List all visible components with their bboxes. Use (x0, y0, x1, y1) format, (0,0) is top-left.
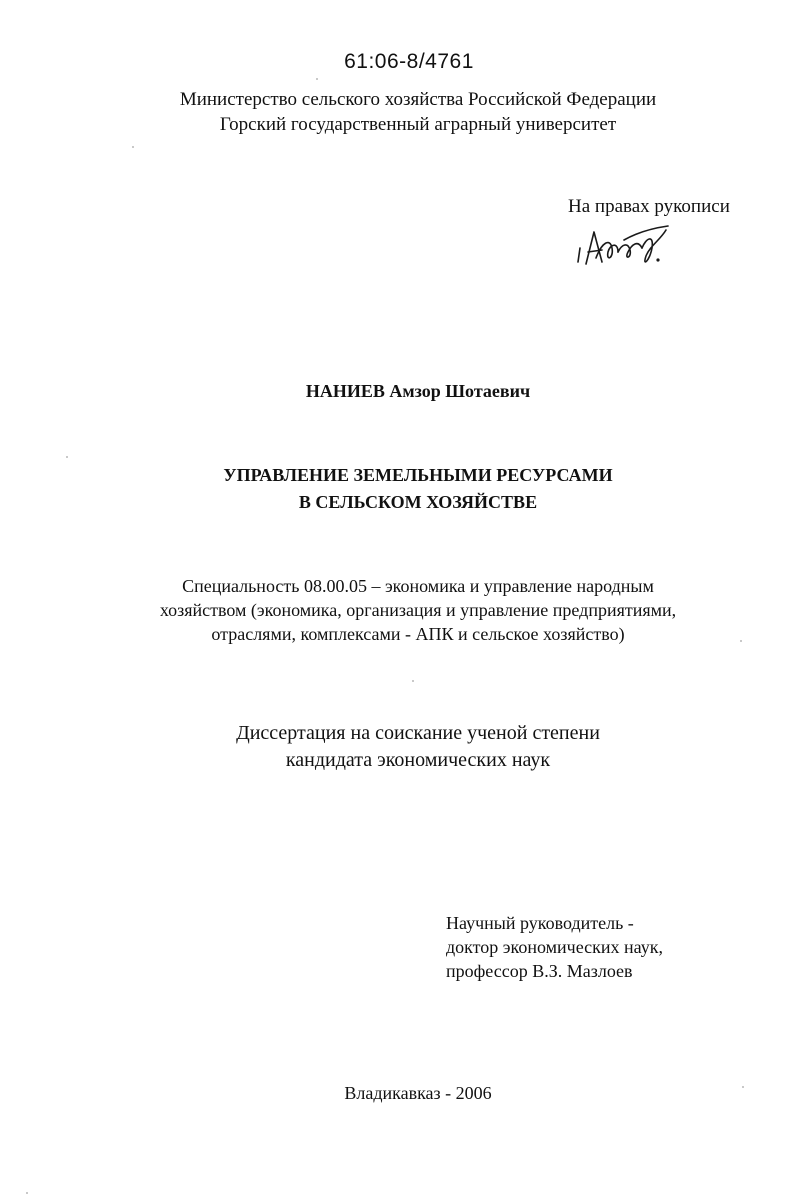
manuscript-rights-notice: На правах рукописи (568, 196, 730, 217)
advisor-line-1: Научный руководитель - (446, 913, 634, 933)
institution-header (0, 87, 796, 137)
ministry-name: Министерство сельского хозяйства Российской Федерации (179, 89, 657, 110)
university-name: Горский государственный аграрный университет (219, 114, 617, 135)
specialty-line-1: Специальность 08.00.05 – экономика и управление народным (182, 576, 654, 596)
handwritten-signature (572, 218, 682, 270)
scan-speck (66, 456, 68, 458)
scan-speck (742, 1086, 744, 1088)
scan-speck (26, 1192, 28, 1194)
degree-line-1: Диссертация на соискание ученой степени (236, 722, 600, 744)
specialty-line-2: хозяйством (экономика, организация и управление предприятиями, (159, 600, 677, 620)
author-name: НАНИЕВ Амзор Шотаевич (305, 381, 531, 401)
advisor-line-2: доктор экономических наук, (446, 937, 663, 957)
scan-speck (412, 680, 414, 682)
scientific-advisor (446, 911, 663, 983)
city-and-year: Владикавказ - 2006 (344, 1083, 492, 1103)
specialty-line-3: отраслями, комплексами - АПК и сельское хозяйство) (211, 624, 625, 644)
advisor-line-3: профессор В.З. Мазлоев (446, 961, 633, 981)
scan-speck (740, 640, 742, 642)
degree-statement (0, 720, 796, 774)
degree-line-2: кандидата экономических наук (285, 749, 551, 771)
dissertation-title (0, 462, 796, 516)
title-line-2: В СЕЛЬСКОМ ХОЗЯЙСТВЕ (298, 492, 538, 512)
scan-speck (132, 146, 134, 148)
library-stamp-code: 61:06-8/4761 (344, 50, 474, 73)
title-line-1: УПРАВЛЕНИЕ ЗЕМЕЛЬНЫМИ РЕСУРСАМИ (223, 465, 613, 485)
specialty-description (0, 574, 796, 646)
scan-speck (316, 78, 318, 80)
